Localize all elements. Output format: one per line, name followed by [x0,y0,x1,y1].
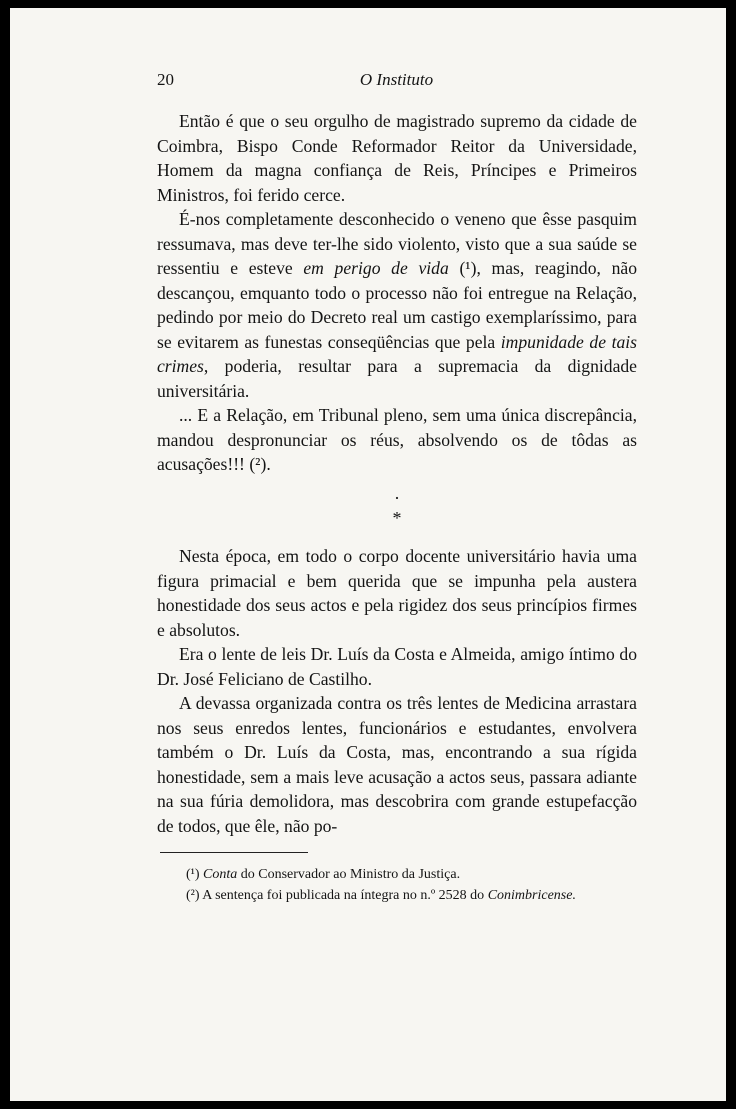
paragraph: Era o lente de leis Dr. Luís da Costa e Almeida, amigo íntimo do Dr. José Feliciano de Castilho. [157,644,637,689]
section-1 [157,109,637,477]
footnote-text: A sentença foi publicada na íntegra no n.º 2528 do [199,888,488,903]
paragraph [157,207,637,403]
paragraph: Nesta época, em todo o corpo docente universitário havia uma figura primacial e bem querida que se impunha pela austera honestidade dos seus actos e pela rigidez dos seus princípios firmes e absolutos. [157,546,637,640]
paragraph: A devassa organizada contra os três lentes de Medicina arrastara nos seus enredos lentes, funcionários e estudantes, envolvera também o Dr. Luís da Costa, mas, encontrando a sua rígida honestidade, sem a mais leve acusação a actos seus, passara adiante na sua fúria demolidora, mas descobrira com grande estupefacção de todos, que êle, não po- [157,693,637,836]
text-run: É-nos completamente desconhecido o veneno que êsse pasquim ressumava, mas deve ter-lhe sido violento, visto que a sua saúde se ressentiu e esteve [157,209,637,278]
footnote-marker: (²) [186,888,200,903]
text-run: , mas, reagindo, não descançou, emquanto todo o processo não foi entregue na Relação, pedindo por meio do Decreto real um castigo exemplaríssimo, para se evitarem as funestas conseqüências que pela [157,258,637,352]
italic-phrase: Conta [203,867,238,882]
footnote-marker: (¹) [186,867,200,882]
section-2 [157,544,637,838]
text-run: ... E a Relação, em Tribunal pleno, sem uma única discrepância, mandou despronunciar os réus, absolvendo os de tôdas as acusações!!! [157,405,637,474]
running-title: O Instituto [359,70,434,89]
italic-phrase: impunidade de tais crimes [157,331,637,376]
page-header [157,70,636,92]
separator-star: * [392,508,402,528]
italic-phrase: em perigo de vida [303,258,449,278]
separator-dot: · [394,488,400,508]
footnotes [160,864,637,906]
text-run: , poderia, resultar para a supremacia da dignidade universitária. [157,356,637,401]
footnote-1 [160,864,637,885]
footnote-text: do Conservador ao Ministro da Justiça. [237,867,461,882]
paragraph [157,403,637,477]
italic-phrase: Conimbricense. [487,888,576,903]
footnote-ref-1: (¹) [459,258,477,278]
footnote-2 [160,885,637,906]
paragraph: Então é que o seu orgulho de magistrado supremo da cidade de Coimbra, Bispo Conde Reformador Reitor da Universidade, Homem da magna confiança de Reis, Príncipes e Primeiros Ministros, foi ferido cerce. [157,111,637,205]
page-number: 20 [157,70,174,89]
footnote-divider [160,852,308,853]
footnote-ref-2: (²) [249,454,267,474]
text-run: . [266,454,271,474]
section-separator [157,488,637,528]
